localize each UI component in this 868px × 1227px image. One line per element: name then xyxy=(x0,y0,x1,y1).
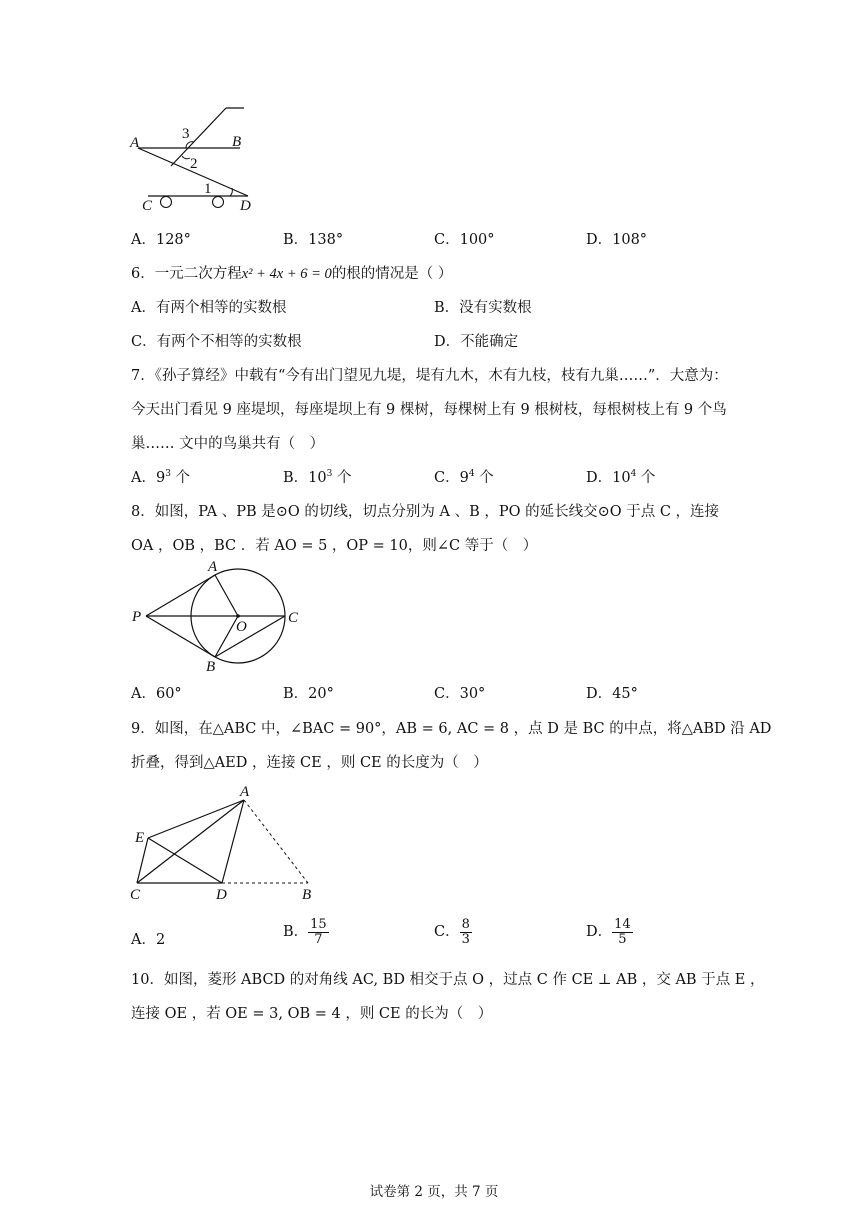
q8-option-a: A．60° xyxy=(131,686,182,702)
q8-label-B: B xyxy=(206,659,216,675)
q5-label-D: D xyxy=(240,198,251,214)
q9-option-b: B． $\frac{15}{7}$ xyxy=(283,917,327,947)
q6-stem xyxy=(131,262,452,283)
q8-line-1: 8．如图，PA 、PB 是⊙O 的切线，切点分别为 A 、B ，PO 的延长线交⊙O 于点 C ，连接 xyxy=(131,504,720,520)
q5-label-A: A xyxy=(130,135,140,151)
q7-line-3: 巢…… 文中的鸟巢共有（ ） xyxy=(131,436,325,452)
q9-line-1: 9．如图，在△ABC 中，∠BAC = 90°，AB = 6, AC = 8 ，点 D 是 BC 的中点，将△ABD 沿 AD xyxy=(131,721,772,737)
q9-label-E: E xyxy=(135,830,145,846)
q6-option-c: C．有两个不相等的实数根 xyxy=(131,334,302,350)
q9-label-A: A xyxy=(240,784,250,800)
q8-label-O: O xyxy=(236,619,247,635)
q7-line-1: 7．《孙子算经》中载有“今有出门望见九堤，堤有九木，木有九枝，枝有九巢……”．大意为： xyxy=(131,368,728,384)
q9-label-B: B xyxy=(302,887,312,903)
q5-label-C: C xyxy=(142,198,153,214)
q10-line-1: 10．如图，菱形 ABCD 的对角线 AC, BD 相交于点 O ，过点 C 作 CE ⊥ AB ，交 AB 于点 E ， xyxy=(131,972,765,988)
q7-option-c: C．$9^4$ 个 xyxy=(434,469,494,486)
q5-label-B: B xyxy=(232,134,242,150)
q7-line-2: 今天出门看见 9 座堤坝，每座堤坝上有 9 棵树，每棵树上有 9 根树枝，每根树枝上有 9 个鸟 xyxy=(131,402,727,418)
q6-suffix: 的根的情况是（ ） xyxy=(331,266,453,282)
q5-option-c: C．100° xyxy=(434,232,495,248)
q9-line-2: 折叠，得到△AED ，连接 CE ，则 CE 的长度为（ ） xyxy=(131,755,488,771)
q8-label-C: C xyxy=(288,610,299,626)
q9-label-D: D xyxy=(216,887,227,903)
q5-angle-1: 1 xyxy=(204,181,212,197)
q6-option-b: B．没有实数根 xyxy=(434,300,532,316)
q8-option-b: B．20° xyxy=(283,686,334,702)
q7-option-b: B．$10^3$ 个 xyxy=(283,469,352,486)
q7-option-d: D．$10^4$ 个 xyxy=(586,469,656,486)
q10-line-2: 连接 OE ，若 OE = 3, OB = 4 ，则 CE 的长为（ ） xyxy=(131,1006,493,1022)
q7-option-a: A．$9^3$ 个 xyxy=(131,469,191,486)
q9-option-d: D． $\frac{14}{5}$ xyxy=(586,917,631,947)
q5-angle-2: 2 xyxy=(190,156,198,172)
q6-option-d: D．不能确定 xyxy=(434,334,519,350)
page-footer: 试卷第 2 页，共 7 页 xyxy=(369,1184,499,1200)
q6-equation: x² + 4x + 6 = 0 xyxy=(241,266,332,282)
q8-option-d: D．45° xyxy=(586,686,638,702)
q5-option-a: A．128° xyxy=(131,232,191,248)
q6-option-a: A．有两个相等的实数根 xyxy=(131,300,287,316)
q8-option-c: C．30° xyxy=(434,686,486,702)
q9-label-C: C xyxy=(130,887,141,903)
q8-label-P: P xyxy=(132,609,142,625)
q8-label-A: A xyxy=(208,559,218,575)
q5-option-b: B．138° xyxy=(283,232,344,248)
q9-option-a: A．2 xyxy=(131,932,166,948)
q8-line-2: OA ，OB ，BC ．若 AO = 5 ，OP = 10，则∠C 等于（ ） xyxy=(131,538,538,554)
q6-prefix: 6．一元二次方程 xyxy=(131,266,242,282)
q9-figure xyxy=(128,782,328,904)
q5-angle-3: 3 xyxy=(182,126,190,142)
q8-figure xyxy=(128,558,308,676)
q5-option-d: D．108° xyxy=(586,232,648,248)
q5-figure xyxy=(128,102,268,214)
q9-option-c: C． $\frac{8}{3}$ xyxy=(434,917,470,947)
